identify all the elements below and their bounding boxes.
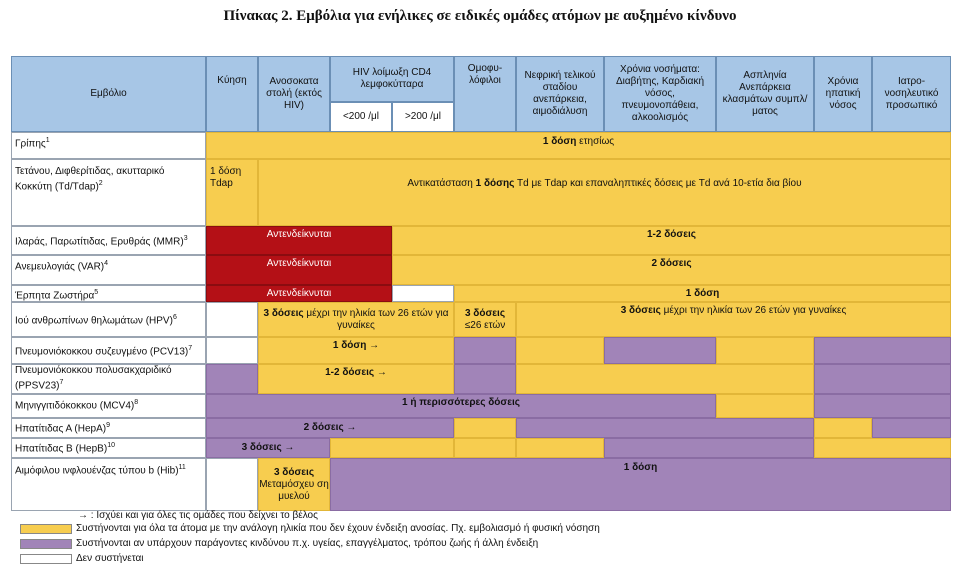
ppsv23-mid-cell <box>516 364 814 394</box>
hepa-liver-cell <box>814 418 872 438</box>
ppsv23-msm-cell <box>454 364 516 394</box>
hepb-msm-cell <box>454 438 516 458</box>
hpv-b-cell: 3 δόσεις μέχρι την ηλικία των 26 ετών για γυναίκες <box>516 302 951 337</box>
hepb-hiv-cell <box>330 438 454 458</box>
row-name-ppsv23: Πνευμονιόκοκκου πολυσακχαριδικό (PPSV23)$^7$ <box>11 364 206 394</box>
hpv-a-cell: 3 δόσεις μέχρι την ηλικία των 26 ετών για γυναίκες <box>258 302 454 337</box>
header-renal: Νεφρική τελικού σταδίου ανεπάρκεια, αιμοδιάλυση <box>516 56 604 132</box>
row-name-var: Ανεμευλογιάς (VAR)$^4$ <box>11 255 206 285</box>
header-immuno: Ανοσοκατα στολή (εκτός HIV) <box>258 56 330 132</box>
ppsv23-pregnancy-cell <box>206 364 258 394</box>
row-name-pcv13: Πνευμονιόκοκκου συζευγμένο $(PCV13)^7$ <box>11 337 206 364</box>
row-name-hpv: Ιού ανθρωπίνων θηλωμάτων (HPV)$^6$ <box>11 302 206 337</box>
legend-purple-swatch <box>20 539 72 549</box>
header-chronic: Χρόνια νοσήματα: Διαβήτης, Καρδιακή νόσος, πνευμονοπάθεια, αλκοολισμός <box>604 56 716 132</box>
hepa-health-cell <box>872 418 951 438</box>
var-contra-cell: Αντενδείκνυται <box>206 255 392 285</box>
mcv4-rest-cell <box>814 394 951 418</box>
hib-pregnancy-cell <box>206 458 258 511</box>
header-liver: Χρόνια ηπατική νόσος <box>814 56 872 132</box>
legend-white: Δεν συστήνεται <box>20 553 144 564</box>
hepb-a-cell: 3 δόσεις → <box>206 438 330 458</box>
hib-all-cell: 1 δόση <box>330 458 951 511</box>
legend-purple: Συστήνονται αν υπάρχουν παράγοντες κινδύνου π.χ. υγείας, επαγγέλματος, τρόπου ζωής ή άλλη ένδειξη <box>20 538 538 549</box>
row-name-tdap: Τετάνου, Διφθερίτιδας, ακυτταρικό Κοκκύτη (Td/Tdap)$^2$ <box>11 159 206 226</box>
header-msm: Ομοφυ-λόφιλοι <box>454 56 516 132</box>
row-name-zoster: Έρπητα Ζωστήρα$^5$ <box>11 285 206 302</box>
hib-immuno-cell: 3 δόσεις Μεταμόσχευ ση μυελού <box>258 458 330 511</box>
legend-white-swatch <box>20 554 72 564</box>
row-name-hib: Αιμόφιλου ινφλουένζας τύπου b (Hib)$^{11}$ <box>11 458 206 511</box>
pcv13-rest-cell <box>814 337 951 364</box>
tdap-pregnancy-cell: 1 δόση Tdap <box>206 159 258 226</box>
tdap-all-cell: Αντικατάσταση 1 δόσης Td με Tdap και επαναληπτικές δόσεις με Td ανά 10-ετία δια βίου <box>258 159 951 226</box>
pcv13-chronic-cell <box>604 337 716 364</box>
page-title: Πίνακας 2. Εμβόλια για ενήλικες σε ειδικές ομάδες ατόμων με αυξημένο κίνδυνο <box>223 8 737 24</box>
hepa-msm-cell <box>454 418 516 438</box>
header-health: Ιατρο-νοσηλευτικό προσωπικό <box>872 56 951 132</box>
ppsv23-rest-cell <box>814 364 951 394</box>
zoster-all-cell: 1 δόση <box>454 285 951 302</box>
pcv13-asplenia-cell <box>716 337 814 364</box>
header-hiv-low: <200 /μl <box>330 102 392 132</box>
header-hiv: HIV λοίμωξη CD4 λεμφοκύτταρα <box>330 56 454 102</box>
hepb-rest-cell <box>814 438 951 458</box>
zoster-hiv-high-cell <box>392 285 454 302</box>
legend-yellow: Συστήνονται για όλα τα άτομα με την ανάλογη ηλικία που δεν έχουν ένδειξη ανοσίας. Πχ. εμβολιασμό ή φυσική νόσηση <box>20 523 600 534</box>
row-name-flu: Γρίπης$^1$ <box>11 132 206 159</box>
hepb-renal-cell <box>516 438 604 458</box>
row-name-mcv4: Μηνιγγιτιδόκοκκου $(MCV4)^8$ <box>11 394 206 418</box>
header-hiv-high: >200 /μl <box>392 102 454 132</box>
mmr-contra-cell: Αντενδείκνυται <box>206 226 392 255</box>
var-all-cell: 2 δόσεις <box>392 255 951 285</box>
ppsv23-a-cell: 1-2 δόσεις → <box>258 364 454 394</box>
pcv13-pregnancy-cell <box>206 337 258 364</box>
hepb-mid-cell <box>604 438 814 458</box>
mcv4-a-cell: 1 ή περισσότερες δόσεις <box>206 394 716 418</box>
row-name-mmr: Ιλαράς, Παρωτίτιδας, Ερυθράς (MMR)$^3$ <box>11 226 206 255</box>
hpv-msm-cell: 3 δόσεις ≤26 ετών <box>454 302 516 337</box>
legend-yellow-swatch <box>20 524 72 534</box>
pcv13-msm-cell <box>454 337 516 364</box>
row-name-hepa: Ηπατίτιδας Α (HepA)$^9$ <box>11 418 206 438</box>
vaccine-table <box>11 56 951 511</box>
legend-arrow: → : Ισχύει και για όλες τις ομάδες που δείχνει το βέλος <box>78 510 318 521</box>
hpv-pregnancy-cell <box>206 302 258 337</box>
mcv4-asplenia-cell <box>716 394 814 418</box>
header-vaccine: Εμβόλιο <box>11 56 206 132</box>
header-asplenia: Ασπληνία Ανεπάρκεια κλασμάτων συμπλ/ματος <box>716 56 814 132</box>
header-pregnancy: Κύηση <box>206 56 258 132</box>
zoster-contra-cell: Αντενδείκνυται <box>206 285 392 302</box>
flu-all-cell: 1 δόση ετησίως <box>206 132 951 159</box>
pcv13-renal-cell <box>516 337 604 364</box>
mmr-all-cell: 1-2 δόσεις <box>392 226 951 255</box>
hepa-a-cell: 2 δόσεις → <box>206 418 454 438</box>
hepa-mid-cell <box>516 418 814 438</box>
pcv13-a-cell: 1 δόση → <box>258 337 454 364</box>
row-name-hepb: Ηπατίτιδας Β (HepB)$^{10}$ <box>11 438 206 458</box>
